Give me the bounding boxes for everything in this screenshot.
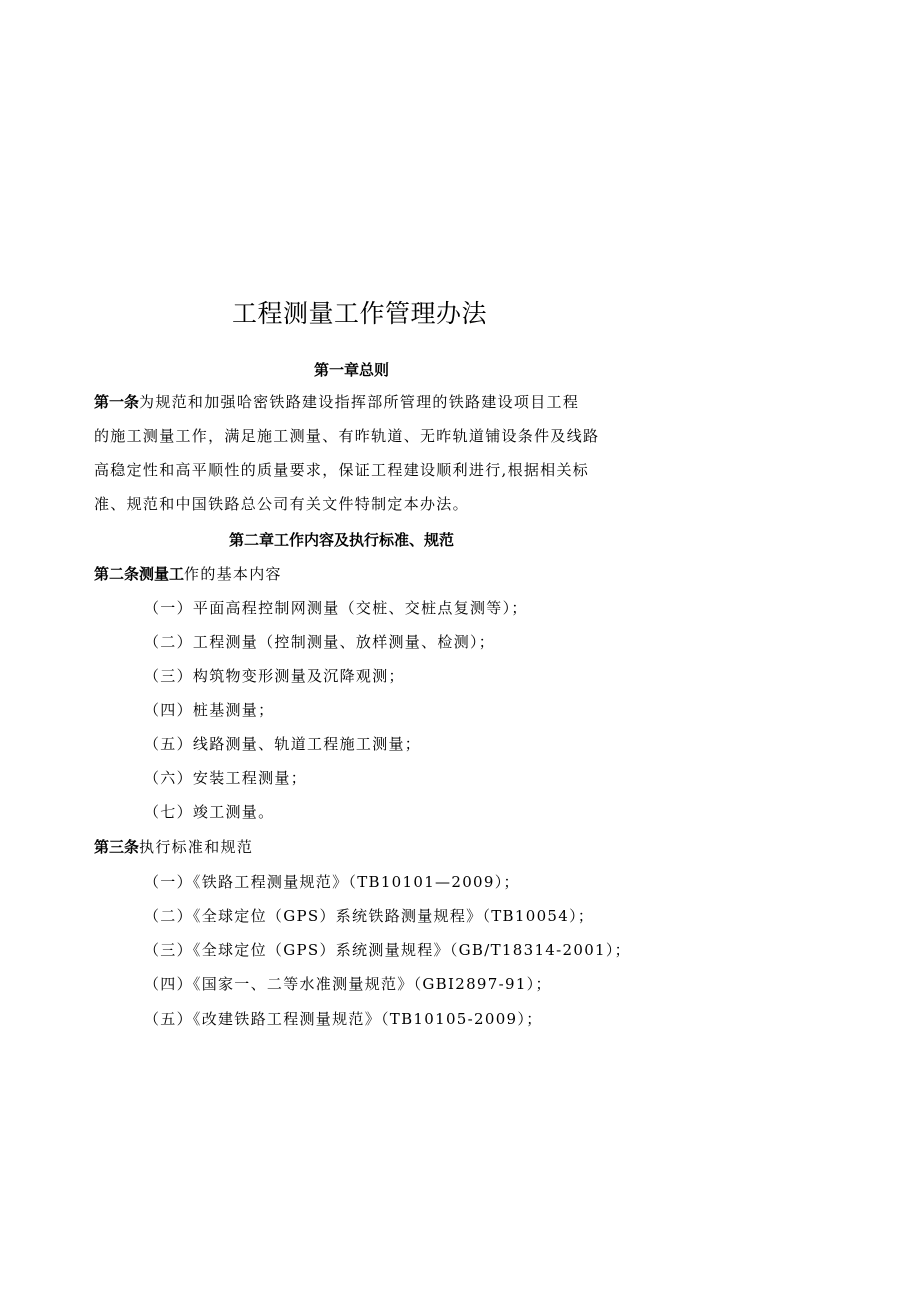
list-item: （五）《改建铁路工程测量规范》（TB10105-2009）； xyxy=(144,1010,543,1028)
article-3-heading xyxy=(94,836,253,857)
chapter-2-heading: 第二章工作内容及执行标准、规范 xyxy=(229,531,455,549)
list-item: （七）竣工测量。 xyxy=(144,803,275,821)
list-item: （五）线路测量、轨道工程施工测量； xyxy=(144,735,422,753)
list-item: （一）平面高程控制网测量（交桩、交桩点复测等）； xyxy=(144,599,528,617)
article-2-text: 作的基本内容 xyxy=(184,565,282,583)
list-item: （二）工程测量（控制测量、放样测量、检测）； xyxy=(144,633,496,651)
article-1-line-1 xyxy=(94,391,624,412)
list-item: （四）桩基测量； xyxy=(144,701,275,719)
chapter-1-heading: 第一章总则 xyxy=(314,361,390,379)
article-3-text: 执行标准和规范 xyxy=(139,838,254,856)
article-2-lead: 第二条测量工 xyxy=(94,565,185,583)
article-1-line-2: 的施工测量工作，满足施工测量、有昨轨道、无昨轨道铺设条件及线路 xyxy=(94,427,600,445)
article-1-lead: 第一条 xyxy=(94,393,140,411)
document-title: 工程测量工作管理办法 xyxy=(232,299,488,328)
article-1-line-3: 高稳定性和高平顺性的质量要求，保证工程建设顺利进行,根据相关标 xyxy=(94,461,590,479)
list-item: （二）《全球定位（GPS）系统铁路测量规程》（TB10054）； xyxy=(144,907,595,925)
list-item: （三）《全球定位（GPS）系统测量规程》（GB/T18314-2001）； xyxy=(144,941,631,959)
article-3-lead: 第三条 xyxy=(94,838,140,856)
article-1-text: 为规范和加强哈密铁路建设指挥部所管理的铁路建设项目工程 xyxy=(139,393,580,411)
list-item: （六）安装工程测量； xyxy=(144,769,308,787)
list-item: （四）《国家一、二等水准测量规范》（GBI2897-91）； xyxy=(144,975,552,993)
list-item: （三）构筑物变形测量及沉降观测； xyxy=(144,667,405,685)
list-item: （一）《铁路工程测量规范》（TB10101—2009）； xyxy=(144,873,520,891)
article-1-line-4: 准、规范和中国铁路总公司有关文件特制定本办法。 xyxy=(94,495,469,513)
article-2-heading xyxy=(94,563,282,584)
